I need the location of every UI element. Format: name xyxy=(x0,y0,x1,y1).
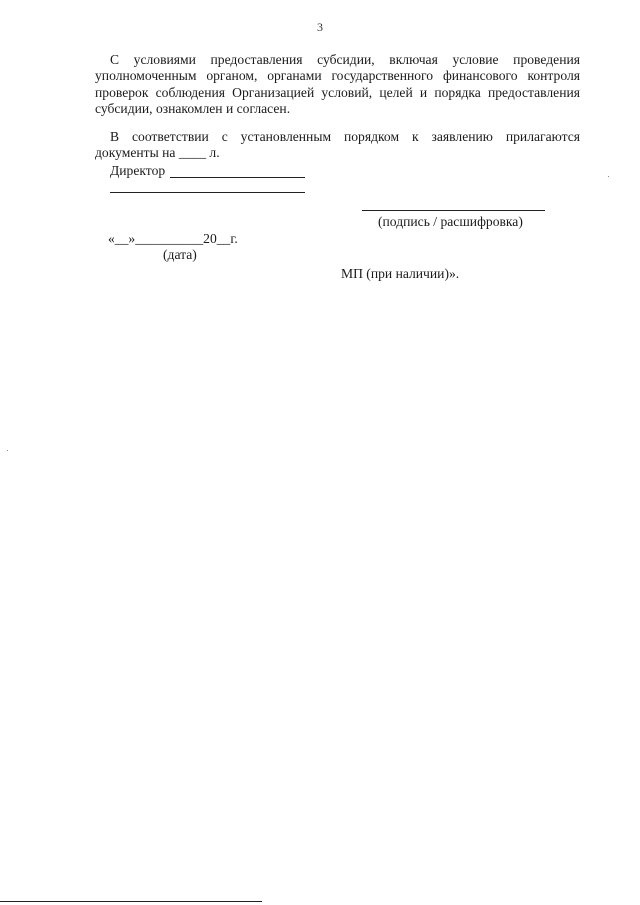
date-caption: (дата) xyxy=(163,247,197,262)
footnote-separator xyxy=(0,901,262,902)
conditions-paragraph: С условиями предоставления субсидии, включая условие проведения уполномоченным органом, органами государственного финансового контроля проверок соблюдения Организацией условий, целей и порядка предоставления субсидии, ознакомлен и согласен. xyxy=(95,52,580,116)
scan-speck xyxy=(608,176,609,177)
director-name-line xyxy=(110,192,305,193)
director-label: Директор xyxy=(110,163,166,178)
signature-caption: (подпись / расшифровка) xyxy=(378,214,523,229)
scan-speck xyxy=(7,450,8,451)
attachments-paragraph: В соответствии с установленным порядком к заявлению прилагаются документы на ____ л. xyxy=(95,129,580,161)
signature-line xyxy=(362,210,545,211)
page-number: 3 xyxy=(317,20,323,34)
director-signature-line xyxy=(170,177,305,178)
date-line: «__»__________20__г. xyxy=(108,231,238,246)
stamp-caption: МП (при наличии)». xyxy=(341,266,460,281)
